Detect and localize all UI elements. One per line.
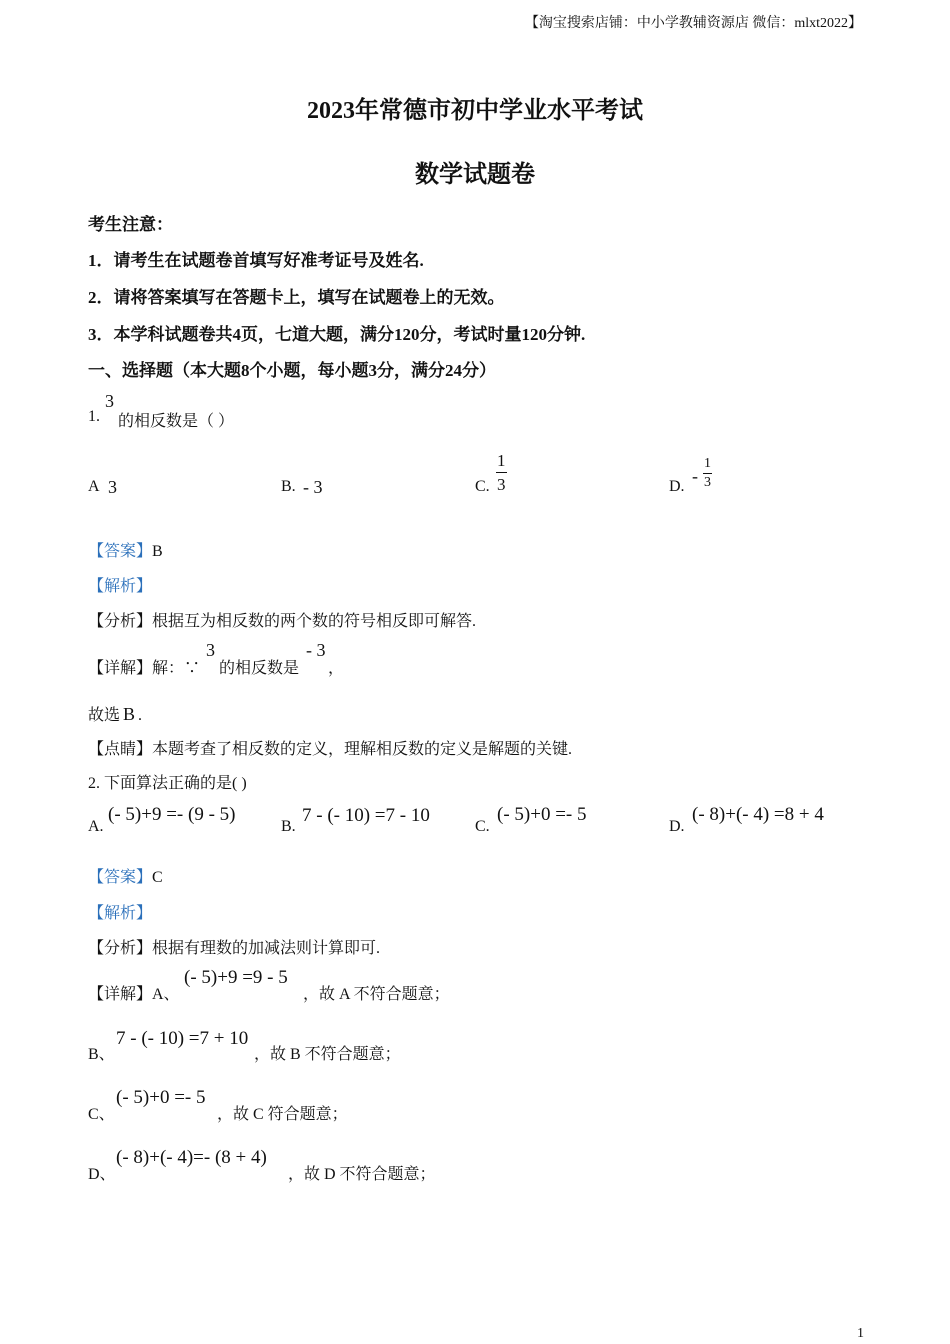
- q1-choose: [88, 702, 142, 725]
- q1-detail-mid: 的相反数是: [219, 660, 300, 677]
- answer-tag: 【答案】: [88, 543, 153, 560]
- q1-detail-suffix: ，: [328, 660, 345, 677]
- q1-option-b-value: - 3: [303, 477, 323, 497]
- fraction-denominator: 3: [704, 475, 711, 490]
- page-number: 1: [857, 1326, 864, 1341]
- q1-detail-expr2: - 3: [306, 640, 326, 660]
- q2-answer-line: [88, 864, 163, 887]
- q1-dianjing: 【点睛】本题考查了相反数的定义，理解相反数的定义是解题的关键.: [88, 741, 573, 758]
- choose-suffix: .: [138, 707, 143, 724]
- q1-text: 的相反数是（ ）: [118, 413, 235, 430]
- fraction-denominator: 3: [497, 475, 506, 494]
- q2-detail-b-expr: 7 - (- 10) =7 + 10: [116, 1028, 249, 1049]
- q2-option-b-label: B.: [281, 818, 296, 835]
- q2-option-c-label: C.: [475, 818, 490, 835]
- q1-option-d-sign: -: [692, 466, 698, 486]
- q1-detail-prefix: 【详解】解：∵: [88, 660, 201, 677]
- fraction-numerator: 1: [497, 451, 506, 470]
- page-subtitle: 数学试题卷: [415, 162, 535, 188]
- q1-analysis-tag: 【解析】: [88, 578, 153, 595]
- q2-option-a-expr: (- 5)+9 =- (9 - 5): [108, 804, 236, 825]
- q2-detail-c-expr: (- 5)+0 =- 5: [116, 1087, 206, 1108]
- q1-option-a-label: A: [88, 478, 100, 495]
- fraction-bar: [496, 472, 507, 473]
- q1-fenxi: 【分析】根据互为相反数的两个数的符号相反即可解答.: [88, 613, 477, 630]
- answer-value: B: [152, 543, 163, 560]
- q2-detail-b-prefix: B、: [88, 1046, 115, 1063]
- q1-answer-line: [88, 538, 163, 561]
- q1-option-c-fraction: [496, 452, 507, 493]
- q2-detail-d-expr: (- 8)+(- 4)=- (8 + 4): [116, 1147, 267, 1168]
- answer-tag: 【答案】: [88, 869, 153, 886]
- q2-detail-c-suffix: ，故 C 符合题意；: [217, 1106, 348, 1123]
- choose-prefix: 故选: [88, 707, 121, 724]
- q2-option-a-label: A.: [88, 818, 104, 835]
- section-heading: 一、选择题（本大题8个小题，每小题3分，满分24分）: [88, 361, 496, 380]
- q2-detail-a-prefix: 【详解】A、: [88, 986, 180, 1003]
- q2-detail-c-prefix: C、: [88, 1106, 115, 1123]
- q2-detail-a-expr: (- 5)+9 =9 - 5: [184, 967, 288, 988]
- q2-detail-a-suffix: ，故 A 不符合题意；: [303, 986, 450, 1003]
- q1-option-b-label: B.: [281, 478, 296, 495]
- answer-value: C: [152, 869, 163, 886]
- q2-text: 2. 下面算法正确的是( ): [88, 775, 247, 792]
- q1-option-d-label: D.: [669, 478, 685, 495]
- header-note: 【淘宝搜索店铺：中小学教辅资源店 微信：mlxt2022】: [524, 16, 862, 31]
- notice-item-3: 3．本学科试题卷共4页，七道大题，满分120分，考试时量120分钟.: [88, 325, 586, 344]
- q2-option-b-expr: 7 - (- 10) =7 - 10: [302, 805, 430, 826]
- fraction-numerator: 1: [704, 456, 711, 471]
- fraction-bar: [703, 473, 712, 474]
- q2-fenxi: 【分析】根据有理数的加减法则计算即可.: [88, 940, 381, 957]
- q2-detail-d-prefix: D、: [88, 1166, 116, 1183]
- q2-option-c-expr: (- 5)+0 =- 5: [497, 804, 587, 825]
- q1-number: 1.: [88, 408, 100, 425]
- notice-heading: 考生注意：: [88, 215, 173, 234]
- q2-detail-b-suffix: ，故 B 不符合题意；: [254, 1046, 401, 1063]
- q2-analysis-tag: 【解析】: [88, 905, 153, 922]
- q2-detail-d-suffix: ，故 D 不符合题意；: [288, 1166, 436, 1183]
- notice-item-2: 2．请将答案填写在答题卡上，填写在试题卷上的无效。: [88, 288, 505, 307]
- page-title: 2023年常德市初中学业水平考试: [307, 98, 643, 124]
- q2-option-d-label: D.: [669, 818, 685, 835]
- q2-option-d-expr: (- 8)+(- 4) =8 + 4: [692, 804, 824, 825]
- q1-expr: 3: [105, 391, 114, 411]
- choose-letter: B: [123, 704, 136, 724]
- q1-option-a-value: 3: [108, 477, 117, 497]
- q1-option-c-label: C.: [475, 478, 490, 495]
- q1-option-d-fraction: [703, 457, 712, 490]
- notice-item-1: 1．请考生在试题卷首填写好准考证号及姓名.: [88, 251, 424, 270]
- q1-detail-expr1: 3: [206, 640, 215, 660]
